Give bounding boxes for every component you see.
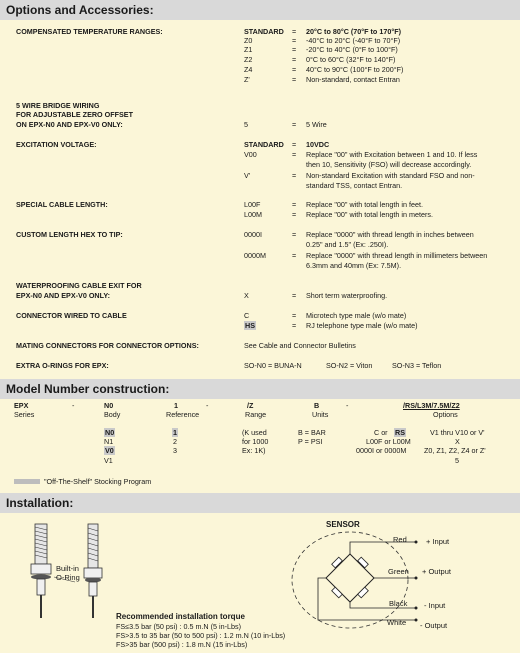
comp-desc: 20°C to 80°C (70°F to 170°F)	[306, 27, 401, 36]
bridge-wiring-diagram	[288, 528, 438, 640]
waterproof-label-1: WATERPROOFING CABLE EXIT FOR	[16, 281, 142, 290]
torque-line: FS>35 bar (500 psi) : 1.8 m.N (15 in-Lbs)	[116, 640, 248, 649]
excitation-vp-desc-2: standard TSS, contact Entran.	[306, 181, 403, 190]
excitation-v00-eq: =	[292, 150, 297, 159]
hex-label: CUSTOM LENGTH HEX TO TIP:	[16, 230, 123, 239]
mating-label: MATING CONNECTORS FOR CONNECTOR OPTIONS:	[16, 341, 199, 350]
stock-legend-swatch	[14, 479, 40, 484]
comp-desc: Non-standard, contact Entran	[306, 75, 400, 84]
comp-code: Z1	[244, 45, 253, 54]
sensor-title: SENSOR	[326, 520, 360, 529]
waterproof-label-2: EPX-N0 AND EPX-V0 ONLY:	[16, 291, 110, 300]
torque-line: FS≤3.5 bar (50 psi) : 0.5 m.N (5 in-Lbs)	[116, 622, 241, 631]
stock-highlight: N0	[105, 428, 115, 437]
model-reference: 1	[174, 401, 178, 410]
comp-eq: =	[292, 55, 297, 64]
comp-desc: 40°C to 90°C (100°F to 200°F)	[306, 65, 404, 74]
connector-code	[244, 321, 256, 330]
model-sub-label: Range	[245, 410, 267, 419]
cable-code: L00F	[244, 200, 261, 209]
sensor-right	[84, 524, 102, 618]
oring-option: SO-N2 = Viton	[326, 361, 373, 370]
model-body-option: V1	[104, 456, 113, 465]
model-sub-label: Reference	[166, 410, 200, 419]
comp-desc: 0°C to 60°C (32°F to 140°F)	[306, 55, 396, 64]
model-units: B	[314, 401, 320, 410]
model-dash: -	[346, 401, 349, 410]
cable-desc: Replace "00" with total length in meters.	[306, 210, 433, 219]
stock-highlight: V0	[105, 446, 114, 455]
comp-desc: -20°C to 40°C (0°F to 100°F)	[306, 45, 398, 54]
model-option-text: V1 thru V10 or V'	[430, 428, 485, 437]
comp-code: STANDARD	[244, 27, 284, 36]
stock-legend-label: "Off-The-Shelf" Stocking Program	[44, 477, 152, 486]
connector-eq: =	[292, 311, 297, 320]
model-range-note: for 1000	[242, 437, 269, 446]
model-option-text: 5	[455, 456, 459, 465]
bridge-code: 5	[244, 120, 248, 129]
model-reference-option: 2	[173, 437, 177, 446]
model-dash: -	[206, 401, 209, 410]
model-sub-label: Body	[104, 410, 121, 419]
connector-desc: Microtech type male (w/o mate)	[306, 311, 407, 320]
model-reference-option	[172, 428, 178, 437]
comp-eq: =	[292, 65, 297, 74]
comp-eq: =	[292, 75, 297, 84]
model-option-text	[394, 428, 406, 437]
bridge-label-3: ON EPX-N0 AND EPX-V0 ONLY:	[16, 120, 123, 129]
waterproof-code: X	[244, 291, 249, 300]
model-range-note: Ex: 1K)	[242, 446, 266, 455]
wheatstone-bridge	[326, 554, 374, 602]
excitation-std-code: STANDARD	[244, 140, 284, 149]
excitation-label: EXCITATION VOLTAGE:	[16, 140, 97, 149]
excitation-v00-desc-2: then 10, Sensitivity (FSO) will decrease accordingly.	[306, 160, 472, 169]
model-options: /RS/L3M/7.5M/Z2	[403, 401, 460, 410]
oring-option: SO-N3 = Teflon	[392, 361, 442, 370]
model-sub-label: Series	[14, 410, 35, 419]
excitation-std-desc: 10VDC	[306, 140, 330, 149]
connector-label: CONNECTOR WIRED TO CABLE	[16, 311, 127, 320]
cable-code: L00M	[244, 210, 262, 219]
model-section-header: Model Number construction:	[0, 379, 520, 399]
comp-code: Z0	[244, 36, 253, 45]
wire-red-label: Red	[393, 535, 407, 544]
connector-eq: =	[292, 321, 297, 330]
torque-title: Recommended installation torque	[116, 612, 245, 621]
model-series: EPX	[14, 401, 29, 410]
wire-black-label: Black	[389, 599, 408, 608]
cable-eq: =	[292, 200, 297, 209]
excitation-vp-code: V'	[244, 171, 251, 180]
cable-eq: =	[292, 210, 297, 219]
oring-label-2: O-Ring	[56, 573, 80, 582]
model-option-text: 0000I or 0000M	[356, 446, 407, 455]
hex-desc-2: 0.25" and 1.5" (Ex: .250I).	[306, 240, 389, 249]
hex-eq: =	[292, 230, 297, 239]
mating-desc: See Cable and Connector Bulletins	[244, 341, 356, 350]
model-option-text: L00F or L00M	[366, 437, 411, 446]
excitation-v00-desc: Replace "00" with Excitation between 1 and 10. If less	[306, 150, 478, 159]
model-body-option	[104, 446, 115, 455]
excitation-v00-code: V00	[244, 150, 257, 159]
bridge-label-1: 5 WIRE BRIDGE WIRING	[16, 101, 100, 110]
waterproof-eq: =	[292, 291, 297, 300]
bridge-resistors	[332, 557, 369, 598]
oring-label-1: Built-in	[56, 564, 79, 573]
excitation-std-eq: =	[292, 140, 297, 149]
cable-desc: Replace "00" with total length in feet.	[306, 200, 423, 209]
model-body-option: N1	[104, 437, 114, 446]
waterproof-desc: Short term waterproofing.	[306, 291, 388, 300]
options-section-header: Options and Accessories:	[0, 0, 520, 20]
model-sub-label: Units	[312, 410, 329, 419]
hex-code: 0000I	[244, 230, 262, 239]
comp-eq: =	[292, 36, 297, 45]
model-sub-label: Options	[433, 410, 458, 419]
comp-eq: =	[292, 45, 297, 54]
bridge-desc: 5 Wire	[306, 120, 327, 129]
model-option-text: X	[455, 437, 460, 446]
wire-white-label: White	[387, 618, 407, 627]
model-unit-option: P = PSI	[298, 437, 323, 446]
bridge-label-2: FOR ADJUSTABLE ZERO OFFSET	[16, 110, 133, 119]
hex-eq: =	[292, 251, 297, 260]
terminal-dots	[415, 541, 418, 622]
model-option-text: C or	[374, 428, 388, 437]
model-body: N0	[104, 401, 114, 410]
hex-desc: Replace "0000" with thread length in millimeters between	[306, 251, 488, 260]
torque-line: FS>3.5 to 35 bar (50 to 500 psi) : 1.2 m.N (10 in-Lbs)	[116, 631, 286, 640]
model-reference-option: 3	[173, 446, 177, 455]
hex-desc: Replace "0000" with thread length in inches between	[306, 230, 474, 239]
connector-code: C	[244, 311, 250, 320]
comp-code: Z4	[244, 65, 253, 74]
compensated-label: COMPENSATED TEMPERATURE RANGES:	[16, 27, 163, 36]
stock-highlight: HS	[245, 321, 255, 330]
wire-red-signal: + Input	[426, 537, 450, 546]
wire-green-label: Green	[388, 567, 409, 576]
orings-label: EXTRA O-RINGS FOR EPX:	[16, 361, 109, 370]
model-body-option	[104, 428, 115, 437]
wire-black-signal: - Input	[424, 601, 446, 610]
excitation-vp-eq: =	[292, 171, 297, 180]
model-option-text: Z0, Z1, Z2, Z4 or Z'	[424, 446, 486, 455]
install-section-header: Installation:	[0, 493, 520, 513]
stock-highlight: RS	[395, 428, 405, 437]
stock-highlight: 1	[173, 428, 177, 437]
comp-code: Z2	[244, 55, 253, 64]
comp-code: Z'	[244, 75, 250, 84]
wire-green-signal: + Output	[422, 567, 451, 576]
model-range: /Z	[247, 401, 254, 410]
bridge-eq: =	[292, 120, 297, 129]
wire-white-signal: - Output	[420, 621, 448, 630]
comp-desc: -40°C to 20°C (-40°F to 70°F)	[306, 36, 401, 45]
sensor-left	[31, 524, 51, 618]
excitation-vp-desc: Non-standard Excitation with standard FSO and non-	[306, 171, 475, 180]
bridge-wires	[318, 542, 416, 620]
hex-desc-2: 6.3mm and 40mm (Ex: 7.5M).	[306, 261, 402, 270]
connector-desc: RJ telephone type male (w/o mate)	[306, 321, 418, 330]
hex-code: 0000M	[244, 251, 266, 260]
model-range-note: (K used	[242, 428, 267, 437]
oring-option: SO-N0 = BUNA-N	[244, 361, 302, 370]
comp-eq: =	[292, 27, 297, 36]
cable-label: SPECIAL CABLE LENGTH:	[16, 200, 108, 209]
model-unit-option: B = BAR	[298, 428, 326, 437]
model-dash: -	[72, 401, 75, 410]
